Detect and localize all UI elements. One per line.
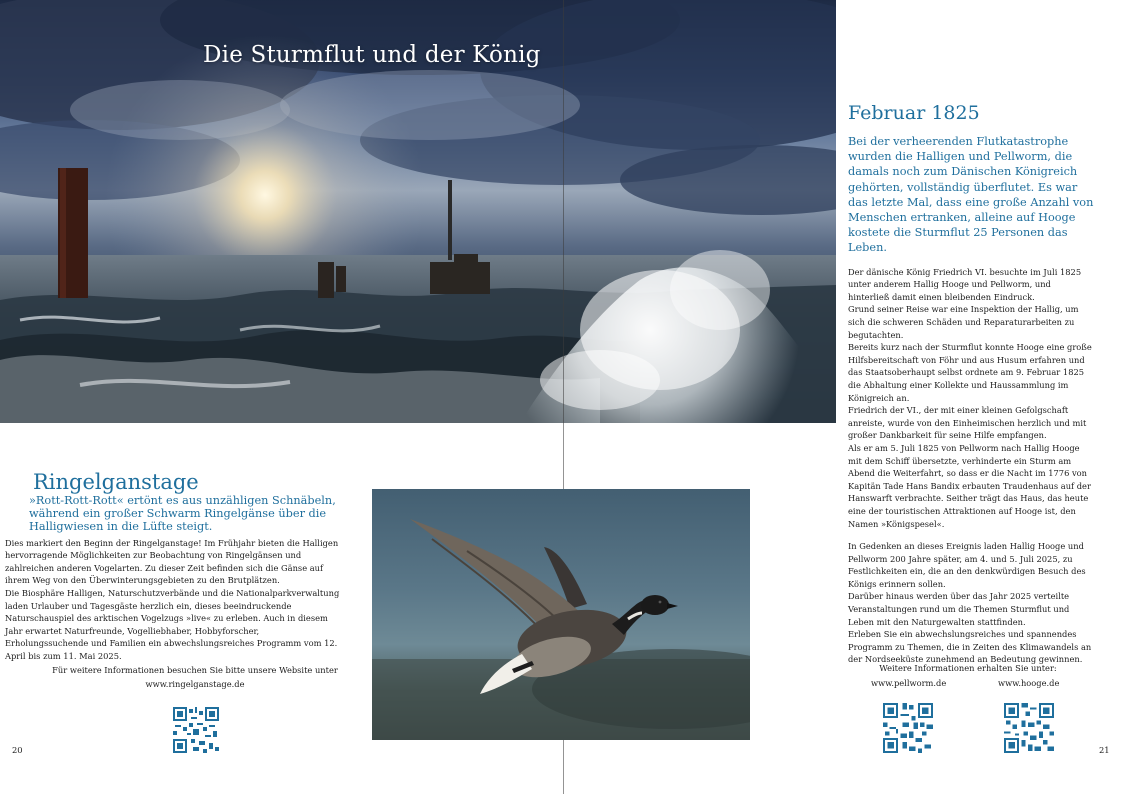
brant-goose-photo bbox=[372, 489, 750, 740]
ringelganstage-link[interactable]: www.ringelganstage.de bbox=[145, 679, 245, 689]
left-article-title: Ringelganstage bbox=[33, 470, 199, 494]
left-info-line: Für weitere Informationen besuchen Sie bitte unsere Website unter bbox=[52, 665, 338, 675]
left-paragraph: Dies markiert den Beginn der Ringelganstage! Im Frühjahr bieten die Halligen hervorragende Möglichkeiten zur Beobachtung von Ringelgänsen und zahlreichen anderen Vogelarten. Zu dieser Zeit befinden sich die Gänse auf ihrem Weg von den Überwinterungsgebieten zu den Brutplätzen. bbox=[5, 537, 339, 586]
left-info bbox=[40, 663, 350, 691]
right-paragraph: Bereits kurz nach der Sturmflut konnte Hooge eine große Hilfsbereitschaft von Föhr und aus Husum erfahren und das Staatsoberhaupt selbst ordnete am 9. Februar 1825 die Abhaltung einer Kollekte und Haussammlung im Königreich an. bbox=[848, 342, 1092, 403]
right-paragraph: Als er am 5. Juli 1825 von Pellworm nach Hallig Hooge mit dem Schiff übersetzte, verhinderte ein Sturm am Abend die Weiterfahrt, so dass er die Nacht im 1776 von Kapitän Tade Hans Bandix erbauten Traudenhaus auf der Hanswarft verbrachte. Seither trägt das Haus, das heute eine der touristischen Attraktionen auf Hooge ist, den Namen »Königspesel«. bbox=[848, 442, 1091, 529]
right-paragraph: In Gedenken an dieses Ereignis laden Hallig Hooge und Pellworm 200 Jahre später, am 4. und 5. Juli 2025, zu Festlichkeiten ein, die an den denkwürdigen Besuch des Königs erinnern sollen. bbox=[848, 541, 1086, 589]
right-paragraph: Grund seiner Reise war eine Inspektion der Hallig, um sich die schweren Schäden und Reparaturarbeiten zu begutachten. bbox=[848, 304, 1079, 340]
right-article-lead: Bei der verheerenden Flutkatastrophe wurden die Halligen und Pellworm, die damals noch zum Dänischen Königreich gehörten, vollständig überflutet. Es war das letzte Mal, dass eine große Anzahl von Menschen ertranken, alleine auf Hooge kostete die Sturmflut 25 Personen das Leben. bbox=[848, 135, 1094, 255]
hooge-qr-icon[interactable] bbox=[1004, 703, 1050, 749]
right-article-body bbox=[848, 266, 1094, 666]
page-title: Die Sturmflut und der König bbox=[203, 42, 541, 68]
hooge-link[interactable]: www.hooge.de bbox=[998, 678, 1060, 688]
page-number-right: 21 bbox=[1099, 745, 1110, 755]
right-paragraph: Der dänische König Friedrich VI. besuchte im Juli 1825 unter anderem Hallig Hooge und Pellworm, und hinterließ damit einen bleibenden Eindruck. bbox=[848, 266, 1082, 302]
right-paragraph: Erleben Sie ein abwechslungsreiches und spannendes Programm zu Themen, die in Zeiten des Klimawandels an der Nordseeküste zunehmend an Bedeutung gewinnen. bbox=[848, 629, 1092, 665]
left-paragraph: Die Biosphäre Halligen, Naturschutzverbände und die Nationalparkverwaltung laden Urlauber und Tagesgäste herzlich ein, dieses beeindruckende Naturschauspiel des arktischen Vogelzugs »live« zu erleben. Auch in diesem Jahr erwartet Naturfreunde, Vogelliebhaber, Hobbyforscher, Erholungssuchende und Familien ein abwechslungsreiches Programm vom 12. April bis zum 11. Mai 2025. bbox=[5, 587, 340, 661]
right-paragraph: Friedrich der VI., der mit einer kleinen Gefolgschaft anreiste, wurde von den Einheimischen herzlich und mit großer Dankbarkeit für seine Hilfe empfangen. bbox=[848, 405, 1087, 441]
pellworm-link[interactable]: www.pellworm.de bbox=[871, 678, 947, 688]
pellworm-qr-icon[interactable] bbox=[883, 703, 929, 749]
page-number-left: 20 bbox=[12, 745, 23, 755]
left-article-lead: »Rott-Rott-Rott« ertönt es aus unzähligen Schnäbeln, während ein großer Schwarm Ringelgänse über die Halligwiesen in die Lüfte steigt. bbox=[29, 494, 336, 534]
ringelganstage-qr-icon[interactable] bbox=[173, 707, 219, 753]
left-article bbox=[5, 470, 345, 663]
left-article-body bbox=[5, 537, 345, 663]
storm-sea-photo bbox=[0, 0, 836, 423]
right-paragraph: Darüber hinaus werden über das Jahr 2025 verteilte Veranstaltungen rund um die Themen Sturmflut und Leben mit den Naturgewalten stattfinden. bbox=[848, 591, 1070, 627]
right-article bbox=[848, 100, 1094, 666]
right-article-title: Februar 1825 bbox=[848, 102, 980, 124]
right-info-line: Weitere Informationen erhalten Sie unter: bbox=[879, 663, 1057, 673]
goose-illustration bbox=[372, 489, 750, 740]
